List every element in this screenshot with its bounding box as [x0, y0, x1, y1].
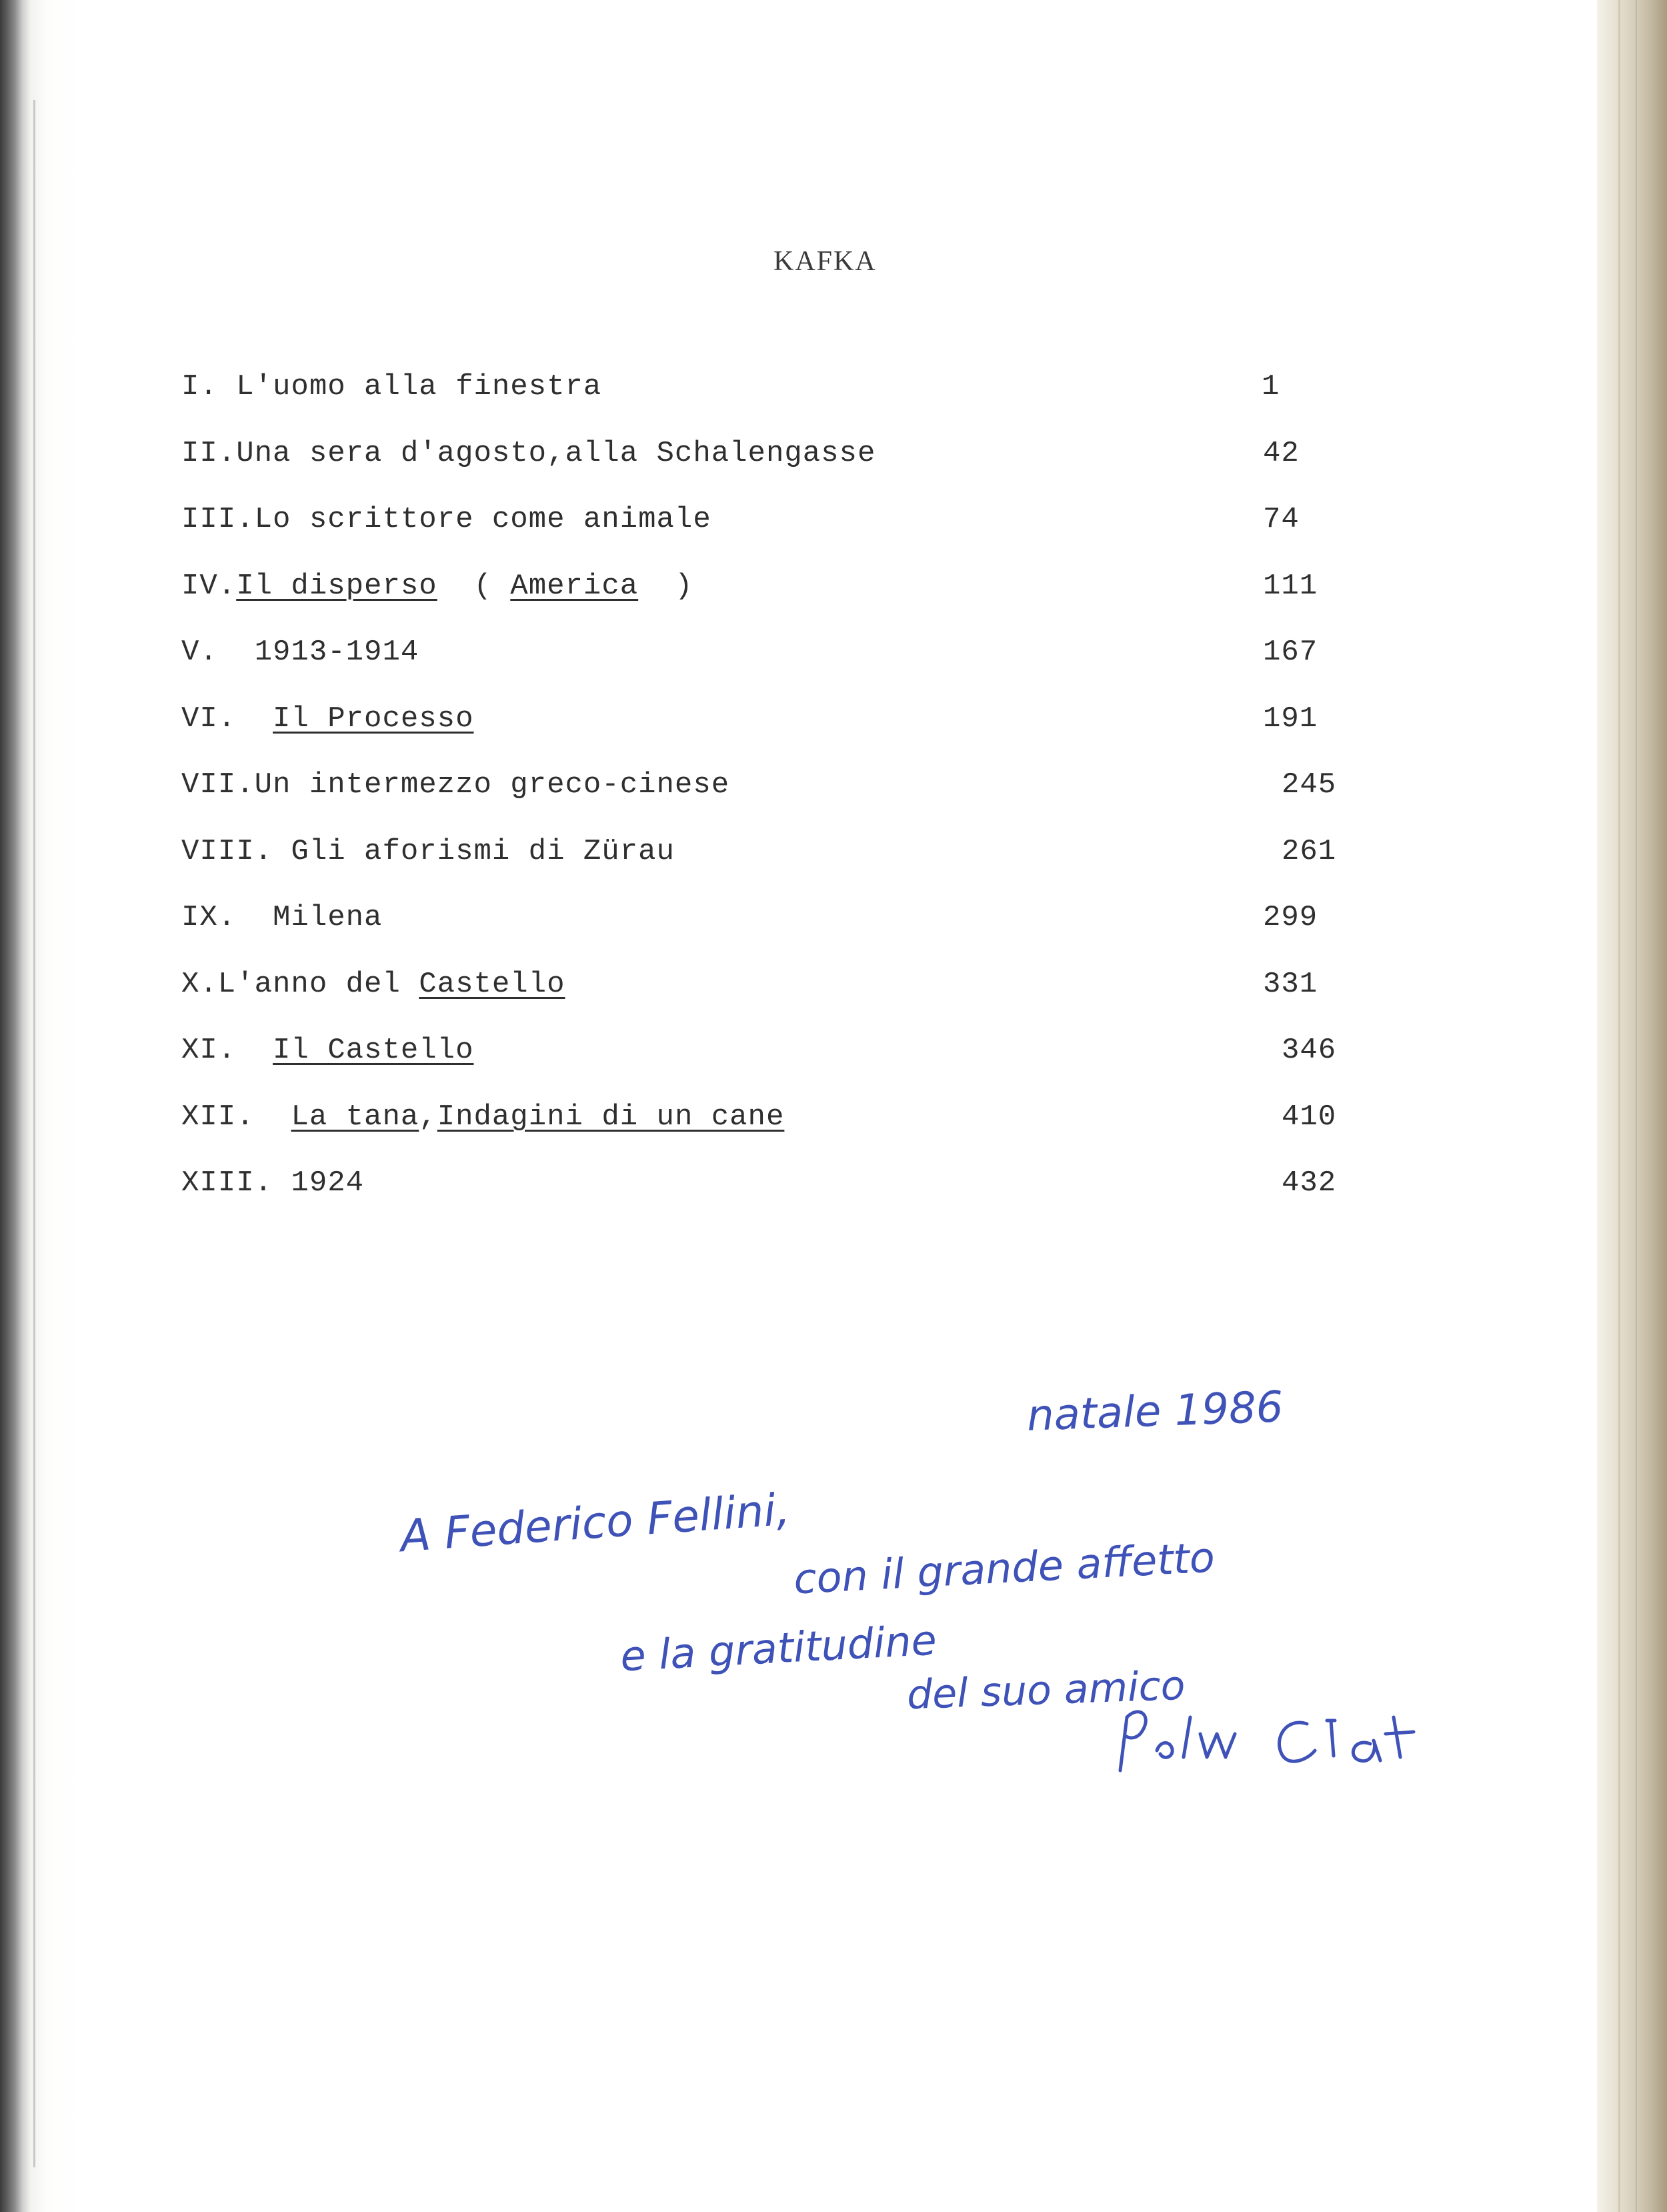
handwritten-signature	[1107, 1671, 1507, 1784]
toc-entry-page-number: 1	[1262, 370, 1280, 403]
toc-entry	[181, 901, 1355, 941]
toc-entry-page-number: 299	[1263, 901, 1318, 934]
toc-entry-title-part: XII.	[181, 1100, 291, 1134]
toc-entry	[181, 437, 1355, 477]
toc-entry-page-number: 410	[1282, 1100, 1337, 1134]
toc-entry	[181, 370, 1355, 410]
toc-entry	[181, 768, 1355, 808]
toc-entry-title	[181, 370, 601, 403]
toc-entry-page-number: 432	[1282, 1166, 1337, 1200]
toc-entry-title-underlined: Indagini di un cane	[437, 1100, 785, 1134]
toc-entry-title-part: X.L'anno del	[181, 967, 419, 1001]
toc-entry	[181, 636, 1355, 676]
toc-entry-title-part: V. 1913-1914	[181, 636, 419, 669]
toc-entry-title	[181, 768, 729, 802]
toc-entry-page-number: 74	[1263, 503, 1300, 536]
toc-entry-title-part: II.Una sera d'agosto,alla Schalengasse	[181, 436, 876, 470]
toc-entry-page-number: 42	[1263, 436, 1300, 470]
handwritten-dedication-line-3: e la gratitudine	[619, 1615, 938, 1681]
toc-entry-title-part: )	[638, 569, 693, 603]
toc-entry	[181, 968, 1355, 1008]
toc-entry-title	[181, 1100, 784, 1134]
toc-entry-title	[181, 968, 565, 1001]
toc-entry-page-number: 111	[1263, 569, 1318, 603]
toc-entry-title-part: III.Lo scrittore come animale	[181, 503, 711, 536]
toc-entry	[181, 1166, 1355, 1206]
toc-entry-title-underlined: Il Processo	[273, 702, 474, 736]
toc-entry-title	[181, 437, 876, 470]
toc-entry-title	[181, 636, 419, 669]
toc-entry-title-underlined: America	[510, 569, 639, 603]
handwritten-dedication-line-2: con il grande affetto	[792, 1532, 1216, 1604]
toc-entry-page-number: 167	[1263, 636, 1318, 669]
toc-entry	[181, 503, 1355, 543]
toc-entry	[181, 570, 1355, 610]
table-of-contents	[181, 370, 1355, 1237]
toc-entry-title-underlined: Il disperso	[236, 569, 437, 603]
toc-entry-title-underlined: Il Castello	[273, 1034, 474, 1067]
toc-entry-title	[181, 1034, 473, 1067]
toc-entry-title-part: XIII. 1924	[181, 1166, 365, 1200]
toc-entry-title-part: VIII. Gli aforismi di Zürau	[181, 834, 675, 868]
page-title: KAFKA	[773, 246, 877, 277]
toc-entry-page-number: 346	[1282, 1034, 1337, 1067]
toc-entry-title-part: ,	[419, 1100, 437, 1134]
toc-entry	[181, 835, 1355, 875]
toc-entry-title-part: IX. Milena	[181, 901, 383, 934]
book-binding-edge	[1597, 0, 1667, 2212]
toc-entry	[181, 702, 1355, 742]
toc-entry-title-underlined: La tana	[291, 1100, 419, 1134]
handwritten-date: natale 1986	[1026, 1382, 1284, 1441]
toc-entry-title-part: VII.Un intermezzo greco-cinese	[181, 768, 730, 802]
toc-entry-title	[181, 702, 473, 736]
handwritten-dedication-line-4: del suo amico	[906, 1662, 1186, 1719]
toc-entry-title-part: XI.	[181, 1034, 273, 1067]
toc-entry-title-underlined: Castello	[419, 967, 565, 1001]
toc-entry-page-number: 191	[1263, 702, 1318, 736]
toc-entry	[181, 1100, 1355, 1140]
page-edge-shadow	[33, 100, 35, 2167]
toc-entry-page-number: 261	[1282, 834, 1337, 868]
toc-entry-title	[181, 503, 711, 536]
toc-entry-title-part: (	[437, 569, 511, 603]
toc-entry-title	[181, 901, 382, 934]
toc-entry-title-part: I. L'uomo alla finestra	[181, 370, 602, 403]
handwritten-dedication-line-1: A Federico Fellini,	[399, 1483, 792, 1562]
toc-entry	[181, 1034, 1355, 1074]
toc-entry-title	[181, 570, 693, 603]
toc-entry-page-number: 331	[1263, 967, 1318, 1001]
toc-entry-title	[181, 835, 675, 868]
toc-entry-page-number: 245	[1282, 768, 1337, 802]
toc-entry-title-part: IV.	[181, 569, 237, 603]
toc-entry-title	[181, 1166, 364, 1200]
toc-entry-title-part: VI.	[181, 702, 273, 736]
